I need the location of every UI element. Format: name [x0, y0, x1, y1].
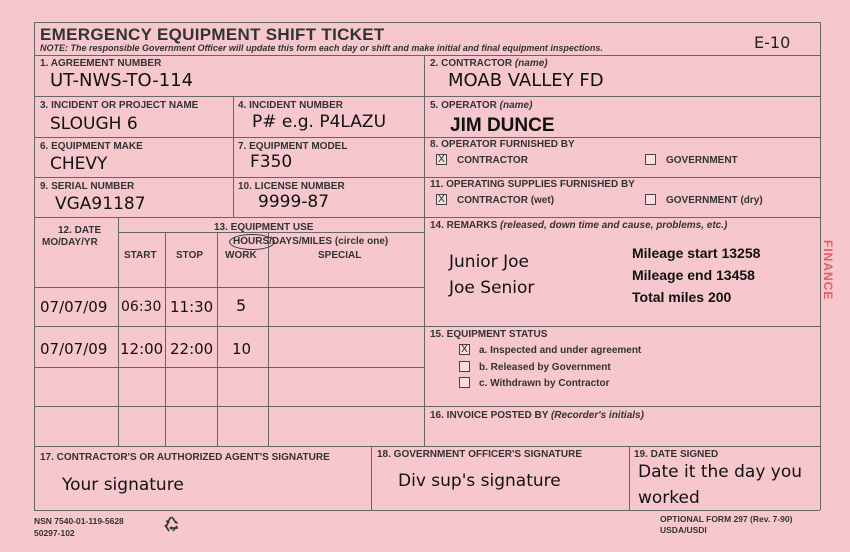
total-miles[interactable]: Total miles 200 — [632, 289, 732, 305]
gov-signature-label: 18. GOVERNMENT OFFICER'S SIGNATURE — [377, 449, 582, 460]
nsn-number: NSN 7540-01-119-5628 — [34, 516, 124, 526]
divider — [629, 446, 630, 510]
supplies-furnished-label: 11. OPERATING SUPPLIES FURNISHED BY — [430, 179, 635, 190]
contractor-checkbox[interactable]: X — [436, 154, 447, 165]
operator-value[interactable]: JIM DUNCE — [450, 115, 555, 136]
status-c-label: c. Withdrawn by Contractor — [479, 378, 610, 389]
status-a-label: a. Inspected and under agreement — [479, 345, 642, 356]
government-dry-checkbox[interactable] — [645, 194, 656, 205]
contractor-wet-checkbox[interactable]: X — [436, 194, 447, 205]
mileage-end[interactable]: Mileage end 13458 — [632, 267, 755, 283]
row2-stop[interactable]: 22:00 — [170, 340, 214, 358]
status-b-label: b. Released by Government — [479, 362, 611, 373]
operator-furnished-label: 8. OPERATOR FURNISHED BY — [430, 139, 575, 150]
incident-number-value[interactable]: P# e.g. P4LAZU — [252, 112, 387, 132]
status-b-checkbox[interactable] — [459, 361, 470, 372]
date-format-label: MO/DAY/YR — [42, 237, 98, 248]
col-stop: STOP — [176, 250, 204, 261]
divider — [34, 446, 820, 447]
serial-number-label: 9. SERIAL NUMBER — [40, 181, 135, 192]
date-label: 12. DATE — [58, 225, 102, 236]
row1-work[interactable]: 5 — [236, 296, 247, 315]
contractor-value[interactable]: MOAB VALLEY FD — [448, 70, 604, 91]
status-c-checkbox[interactable] — [459, 377, 470, 388]
units-label: HOURS/DAYS/MILES (circle one) — [233, 236, 389, 247]
contractor-checkbox-label: CONTRACTOR — [457, 155, 528, 166]
divider — [34, 96, 820, 97]
divider — [34, 326, 820, 327]
date-signed-label: 19. DATE SIGNED — [634, 449, 719, 460]
remarks-label: 14. REMARKS (released, down time and cause, problems, etc.) — [430, 220, 728, 231]
divider — [34, 137, 820, 138]
divider — [424, 55, 425, 446]
contractor-label: 2. CONTRACTOR (name) — [430, 58, 548, 69]
form-stock-code: 50297-102 — [34, 528, 75, 538]
agreement-number-label: 1. AGREEMENT NUMBER — [40, 58, 162, 69]
divider — [268, 232, 269, 446]
government-checkbox-label: GOVERNMENT — [666, 155, 738, 166]
divider — [34, 367, 424, 368]
row2-start[interactable]: 12:00 — [120, 340, 164, 358]
invoice-label: 16. INVOICE POSTED BY (Recorder's initials) — [430, 410, 644, 421]
optional-form-number: OPTIONAL FORM 297 (Rev. 7-90) — [660, 514, 793, 524]
remarks-name-2[interactable]: Joe Senior — [449, 278, 535, 298]
incident-number-label: 4. INCIDENT NUMBER — [238, 100, 344, 111]
row2-date[interactable]: 07/07/09 — [40, 340, 108, 358]
agency-label: USDA/USDI — [660, 525, 707, 535]
agreement-number-value[interactable]: UT-NWS-TO-114 — [50, 70, 194, 91]
date-signed-value-1[interactable]: Date it the day you — [638, 462, 803, 482]
operator-label: 5. OPERATOR (name) — [430, 100, 533, 111]
divider — [34, 177, 820, 178]
row2-work[interactable]: 10 — [232, 340, 252, 358]
col-work: WORK — [225, 250, 257, 261]
recycle-icon — [163, 515, 181, 533]
divider — [34, 510, 820, 511]
hours-circle — [229, 234, 275, 250]
gov-signature-value[interactable]: Div sup's signature — [398, 471, 561, 491]
mileage-start[interactable]: Mileage start 13258 — [632, 245, 761, 261]
equipment-status-label: 15. EQUIPMENT STATUS — [430, 329, 548, 340]
divider — [217, 232, 218, 446]
equipment-model-value[interactable]: F350 — [250, 152, 293, 172]
col-special: SPECIAL — [318, 250, 362, 261]
incident-name-label: 3. INCIDENT OR PROJECT NAME — [40, 100, 199, 111]
incident-name-value[interactable]: SLOUGH 6 — [50, 114, 138, 134]
divider — [34, 287, 424, 288]
form-note: NOTE: The responsible Government Officer will update this form each day or shift and make initial and final equipment inspections. — [40, 43, 603, 53]
finance-side-label: FINANCE — [821, 240, 835, 301]
row1-start[interactable]: 06:30 — [121, 299, 162, 315]
form-code: E-10 — [754, 33, 791, 52]
divider — [34, 406, 820, 407]
outer-left — [34, 22, 35, 510]
divider — [118, 217, 119, 446]
date-signed-value-2[interactable]: worked — [638, 488, 700, 508]
divider — [233, 96, 234, 217]
col-start: START — [124, 250, 157, 261]
equipment-make-value[interactable]: CHEVY — [50, 154, 108, 174]
government-dry-label: GOVERNMENT (dry) — [666, 195, 763, 206]
form-title: EMERGENCY EQUIPMENT SHIFT TICKET — [40, 25, 385, 44]
equipment-make-label: 6. EQUIPMENT MAKE — [40, 141, 143, 152]
equipment-model-label: 7. EQUIPMENT MODEL — [238, 141, 348, 152]
row1-stop[interactable]: 11:30 — [170, 298, 214, 316]
status-a-checkbox[interactable]: X — [459, 344, 470, 355]
divider — [34, 217, 820, 218]
contractor-signature-value[interactable]: Your signature — [62, 475, 184, 495]
license-number-value[interactable]: 9999-87 — [258, 192, 330, 212]
remarks-name-1[interactable]: Junior Joe — [449, 252, 529, 272]
license-number-label: 10. LICENSE NUMBER — [238, 181, 345, 192]
equipment-use-label: 13. EQUIPMENT USE — [214, 222, 314, 233]
row1-date[interactable]: 07/07/09 — [40, 298, 108, 316]
divider — [34, 55, 820, 56]
contractor-signature-label: 17. CONTRACTOR'S OR AUTHORIZED AGENT'S SIGNATURE — [40, 452, 330, 463]
serial-number-value[interactable]: VGA91187 — [55, 194, 146, 214]
divider — [371, 446, 372, 510]
contractor-wet-label: CONTRACTOR (wet) — [457, 195, 555, 206]
government-checkbox[interactable] — [645, 154, 656, 165]
outer-top — [34, 22, 820, 23]
divider — [165, 232, 166, 446]
